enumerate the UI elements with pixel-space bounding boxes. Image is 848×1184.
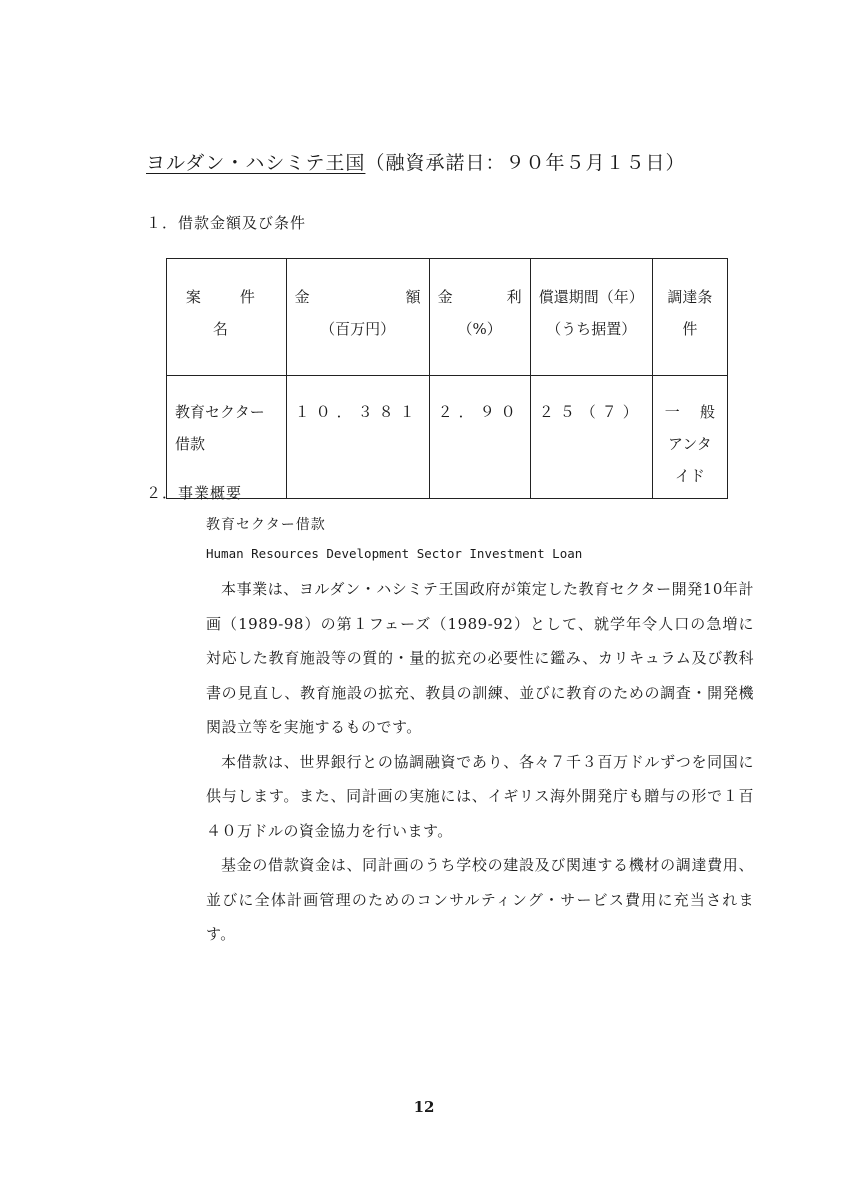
header-project-name: 案 件 名: [167, 259, 287, 376]
header-grace-period: （うち据置）: [546, 320, 637, 338]
cell-procurement: 一 般 アンタイド: [652, 376, 727, 499]
header-amount-unit: （百万円）: [320, 320, 396, 338]
cell-rate: ２．９０: [429, 376, 530, 499]
cell-term: ２５（７）: [530, 376, 652, 499]
page-number: 12: [413, 1098, 435, 1116]
header-amount: 金 額 （百万円）: [286, 259, 429, 376]
paragraph-cofinancing: 本借款は、世界銀行との協調融資であり、各々７千３百万ドルずつを同国に供与します。また、同計画の実施には、イギリス海外開発庁も贈与の形で１百４０万ドルの資金協力を行います。: [206, 752, 754, 840]
loan-terms-table: [166, 258, 728, 499]
project-description: [206, 572, 754, 952]
document-title: [146, 148, 685, 175]
header-repayment-period: 償還期間（年） （うち据置）: [530, 259, 652, 376]
cell-procurement-untied: アンタイド: [667, 435, 712, 485]
project-name-japanese: 教育セクター借款: [206, 517, 326, 533]
title-approval-date: （融資承諾日：９０年５月１５日）: [365, 152, 686, 174]
section-heading-loan-terms: １．借款金額及び条件: [146, 214, 307, 232]
paragraph-fund-usage: 基金の借款資金は、同計画のうち学校の建設及び関連する機材の調達費用、並びに全体計画管理のためのコンサルティング・サービス費用に充当されます。: [206, 856, 754, 943]
project-name-english: Human Resources Development Sector Investment Loan: [206, 546, 583, 561]
table-header-row: [167, 259, 728, 376]
header-interest-rate: 金 利 （%）: [429, 259, 530, 376]
header-procurement: 調達条件: [652, 259, 727, 376]
header-rate-unit: （%）: [457, 320, 502, 338]
cell-amount: １０．３８１: [286, 376, 429, 499]
section-heading-project-overview: ２．事業概要: [146, 484, 243, 502]
title-country: ヨルダン・ハシミテ王国: [146, 152, 366, 174]
paragraph-project-summary: 本事業は、ヨルダン・ハシミテ王国政府が策定した教育セクター開発10年計画（1989-98）の第１フェーズ（1989-92）として、就学年令人口の急増に対応した教育施設等の質的・量的拡充の必要性に鑑み、カリキュラム及び教科書の見直し、教育施設の拡充、教員の訓練、並びに教育のための調査・開発機関設立等を実施するものです。: [206, 580, 754, 736]
table-row: [167, 376, 728, 499]
cell-project-name: 教育セクター借款: [167, 376, 287, 499]
